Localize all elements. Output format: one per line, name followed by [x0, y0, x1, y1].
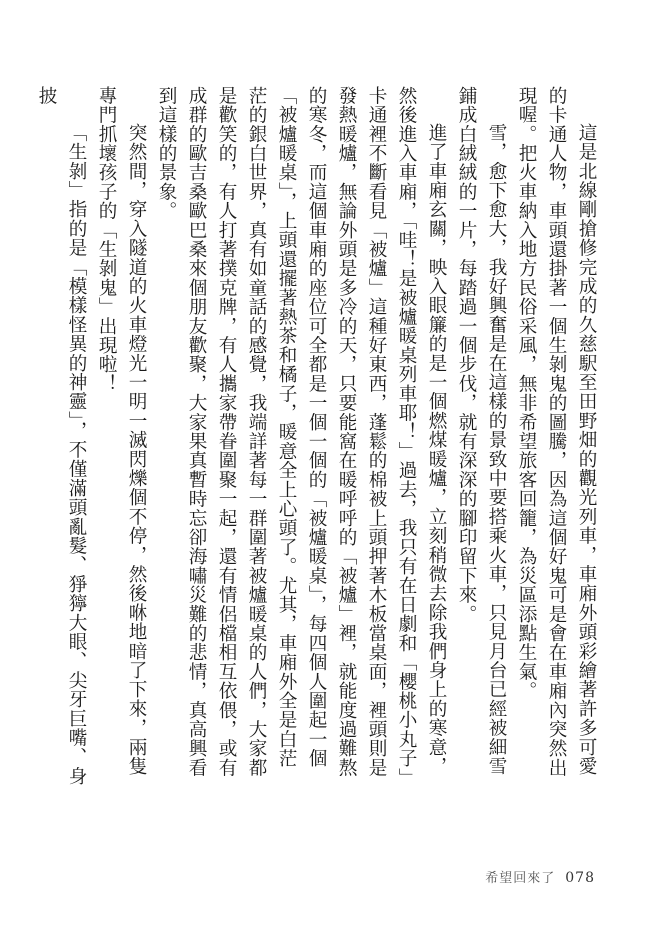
paragraph-5: 「生剝」指的是「模樣怪異的神靈」，不僅滿頭亂髮、猙獰大眼、尖牙巨嘴、身披 [36, 86, 87, 786]
paragraph-3: 進了車廂玄關，映入眼簾的是一個燃煤暖爐，立刻稍微去除我們身上的寒意，然後進入車廂，「哇！是被爐暖桌列車耶！」過去，我只有在日劇和「櫻桃小丸子」卡通裡不斷看見「被爐」這種好東西，蓬鬆的棉被上頭押著木板當桌面，裡頭則是發熱暖爐，無論外頭是多冷的天，只要能窩在暖呼呼的「被爐」裡，就能度過難熬的寒冬，而這個車廂的座位可全都是一個一個的「被爐暖桌」，每四個人圍起一個「被爐暖桌」，上頭還擺著熱茶和橘子，暖意全上心頭了。尤其，車廂外全是白茫茫的銀白世界，真有如童話的感覺，我端詳著每一群圍著被爐暖桌的人們，大家都是歡笑的，有人打著撲克牌，有人攜家帶眷圍聚一起，還有情侶檔相互依偎，或有成群的歐吉桑歐巴桑來個朋友歡聚，大家果真暫時忘卻海嘯災難的悲情，真高興看到這樣的景象。 [156, 86, 447, 778]
running-title: 希望回來了 [485, 871, 556, 886]
paragraph-4: 突然間，穿入隧道的火車燈光一明一滅閃爍個不停，然後咻地暗了下來，兩隻專門抓壞孩子的「生剝鬼」出現啦！ [96, 86, 147, 776]
paragraph-1: 這是北線剛搶修完成的久慈駅至田野畑的觀光列車，車廂外頭彩繪著許多可愛的卡通人物，車頭還掛著一個生剝鬼的圖騰，因為這個好鬼可是會在車廂內突然出現喔。把火車納入地方民俗采風，無非希望旅客回籠，為災區添點生氣。 [516, 86, 597, 778]
vertical-text-body [36, 86, 601, 786]
paragraph-2: 雪，愈下愈大，我好興奮是在這樣的景致中要搭乘火車，只見月台已經被細雪鋪成白絨絨的一片，每踏過一個步伐，就有深深的腳印留下來。 [456, 86, 507, 776]
page-number: 078 [565, 870, 595, 886]
page-footer [485, 867, 595, 886]
